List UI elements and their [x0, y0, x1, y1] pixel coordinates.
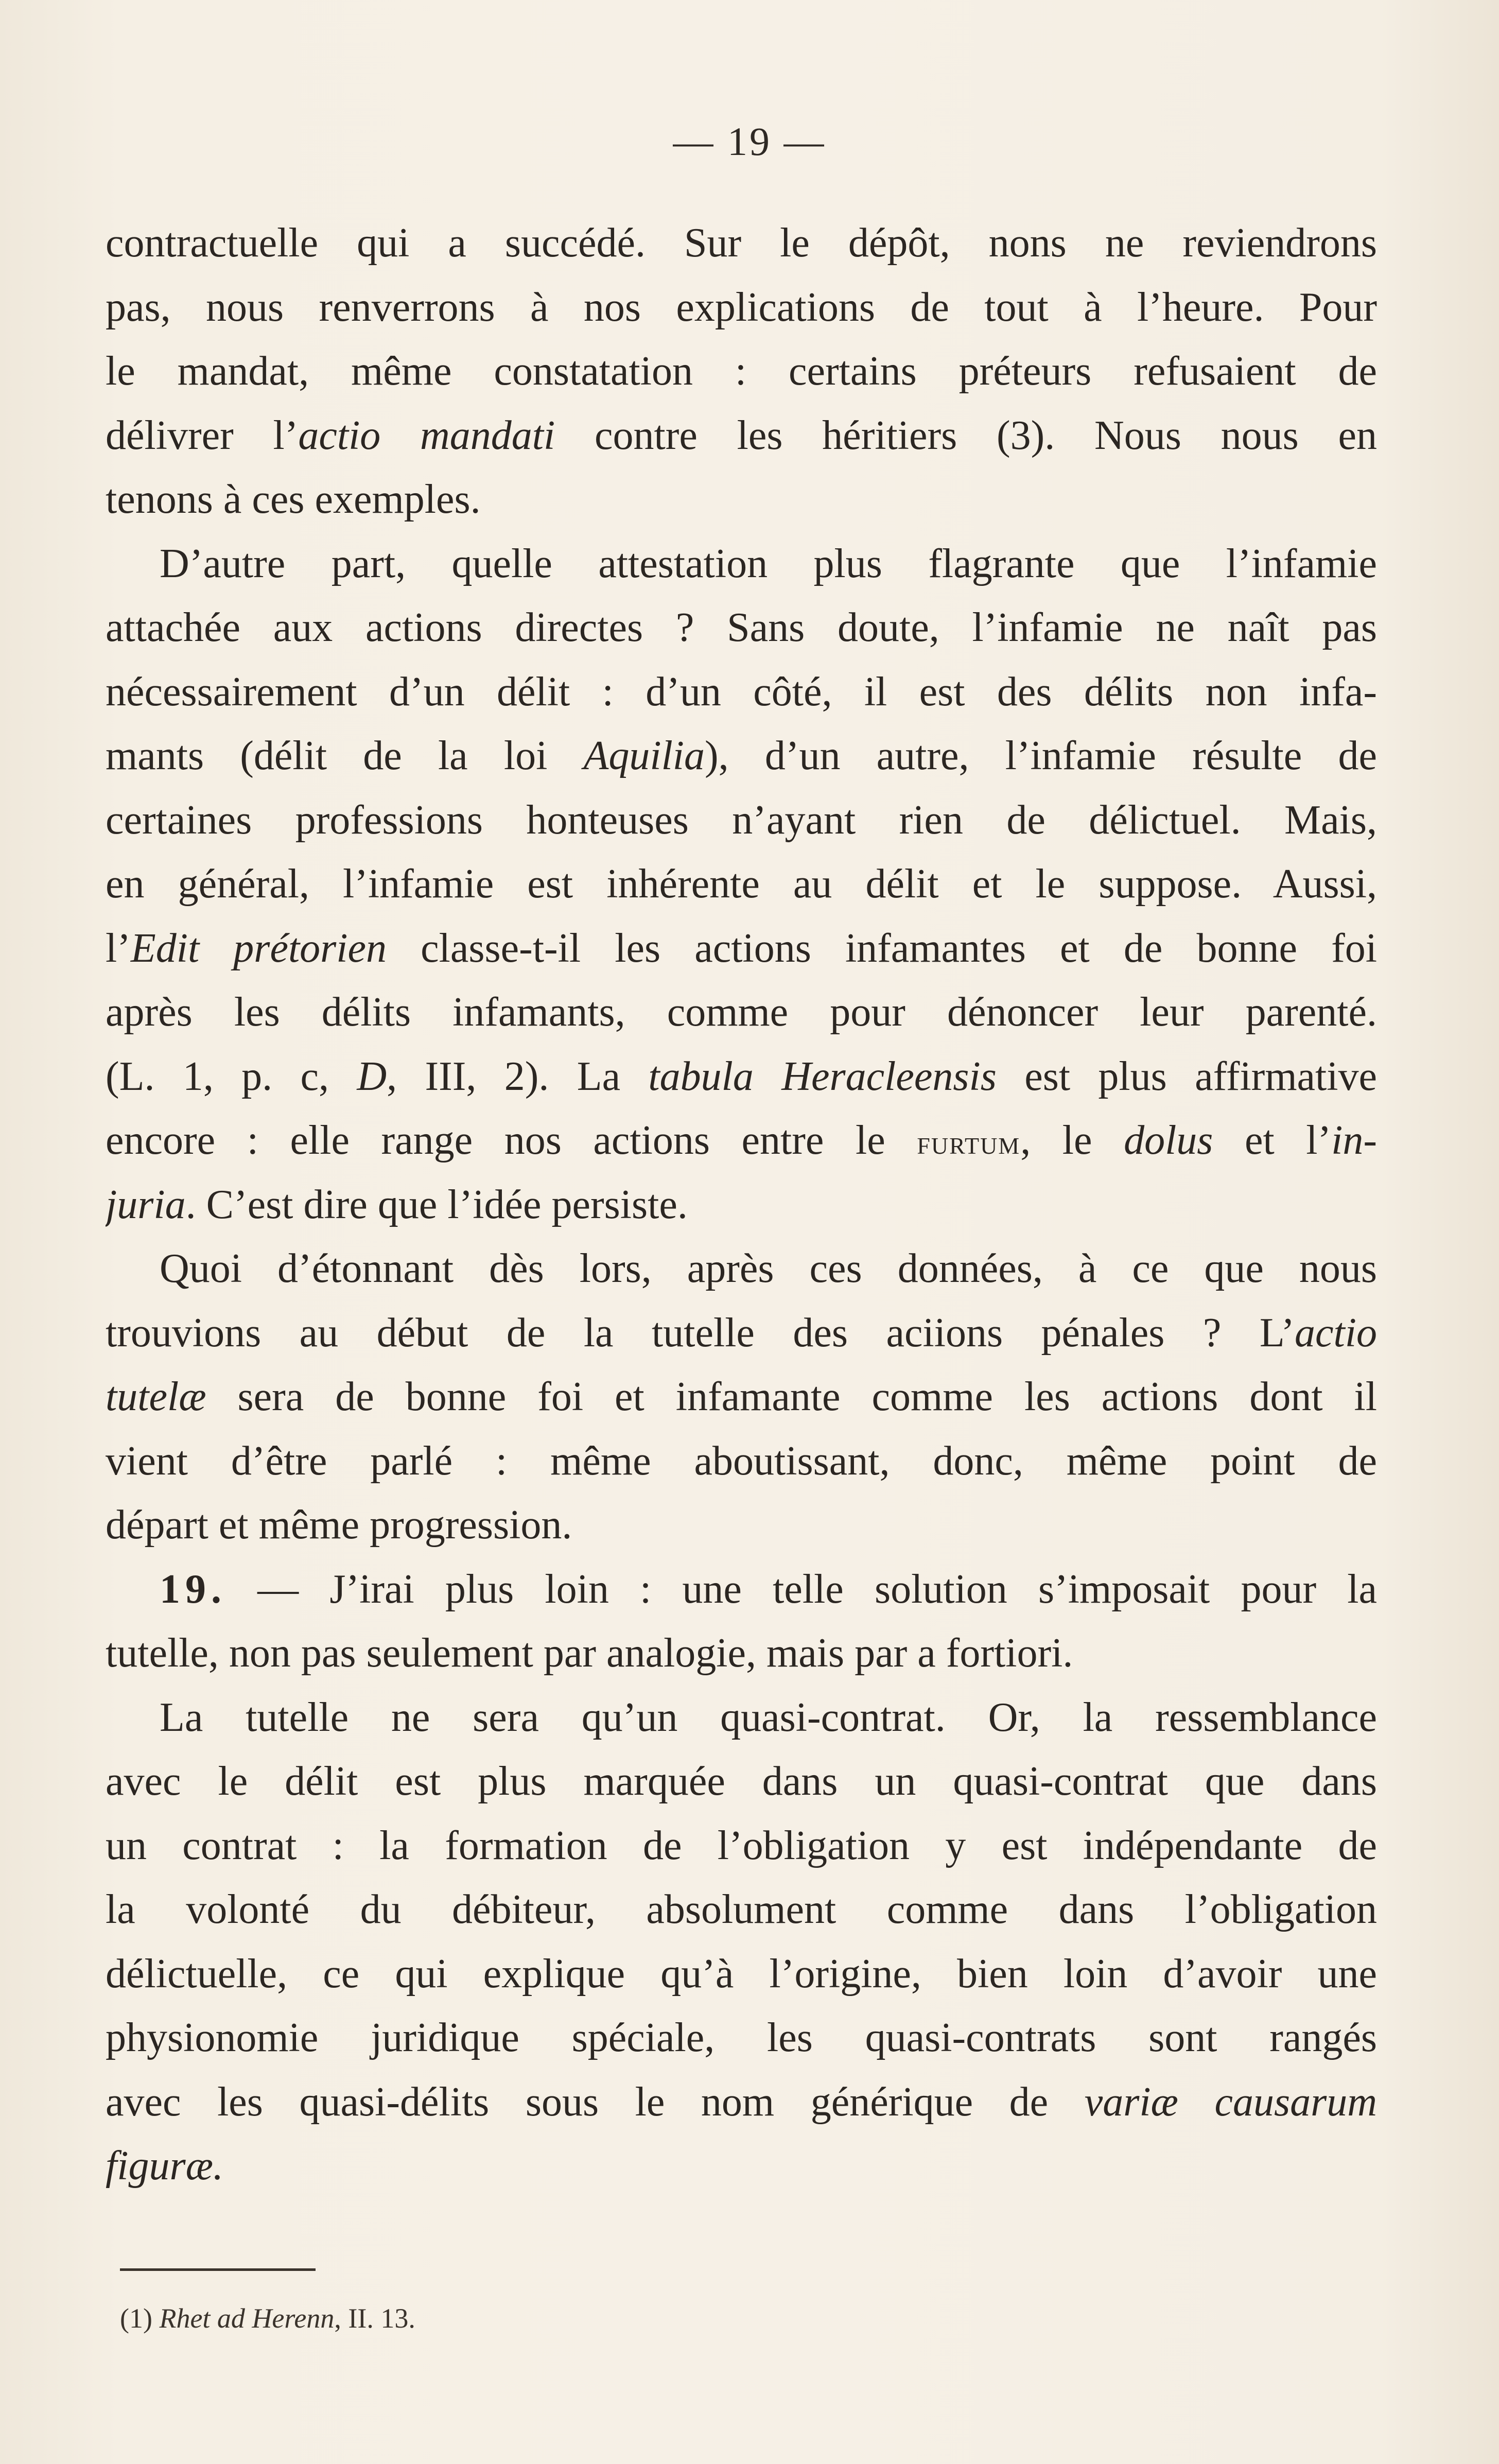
text-line: attachée aux actions directes ? Sans doute, l’infamie ne naît pas — [106, 605, 1377, 650]
latin-term: dolus — [1124, 1118, 1213, 1163]
text-run: ), d’un autre, l’infamie résulte de — [705, 733, 1377, 778]
footnote-divider — [120, 2268, 316, 2271]
latin-term: actio — [1295, 1310, 1377, 1356]
text-run: l’ — [106, 925, 131, 971]
latin-term: tabula Heracleensis — [648, 1053, 997, 1099]
text-line: avec le délit est plus marquée dans un quasi-contrat que dans — [106, 1759, 1377, 1804]
latin-term: tutelæ — [106, 1374, 206, 1419]
latin-term: Edit prétorien — [130, 925, 387, 971]
latin-term: variæ causarum — [1084, 2079, 1377, 2125]
text-line — [106, 1045, 1377, 1109]
text-line — [106, 916, 1377, 981]
text-line: tutelle, non pas seulement par analogie, mais par a fortiori. — [106, 1630, 1073, 1676]
text-line: physionomie juridique spéciale, les quasi-contrats sont rangés — [106, 2015, 1377, 2060]
latin-term: D — [357, 1053, 387, 1099]
text-run: encore : elle range nos actions entre le — [106, 1118, 917, 1163]
text-line: Quoi d’étonnant dès lors, après ces données, à ce que nous — [160, 1246, 1377, 1291]
text-line — [106, 1301, 1377, 1365]
text-run: . C’est dire que l’idée persiste. — [185, 1182, 688, 1227]
text-line — [106, 1365, 1377, 1429]
body-text — [106, 211, 1377, 2198]
footnote-marker: (1) — [120, 2303, 160, 2334]
footnote — [120, 2300, 415, 2336]
text-line — [106, 1557, 1377, 1622]
text-line: délictuelle, ce qui explique qu’à l’origine, bien loin d’avoir une — [106, 1951, 1377, 1997]
latin-term: furtum — [917, 1124, 1021, 1161]
text-line: départ et même progression. — [106, 1502, 572, 1548]
text-line: un contrat : la formation de l’obligation y est indépendante de — [106, 1823, 1377, 1868]
text-run: contre les héritiers (3). Nous nous en — [555, 412, 1377, 458]
text-run: trouvions au début de la tutelle des aciions pénales ? L’ — [106, 1310, 1295, 1356]
text-line: la volonté du débiteur, absolument comme dans l’obligation — [106, 1887, 1377, 1932]
text-run: mants (délit de la loi — [106, 733, 584, 778]
latin-term: juria — [106, 1182, 186, 1227]
latin-term: actio mandati — [298, 412, 555, 458]
text-run: — J’irai plus loin : une telle solution s’imposait pour la — [226, 1566, 1377, 1612]
text-line: contractuelle qui a succédé. Sur le dépôt, nons ne reviendrons — [106, 220, 1377, 266]
text-line: vient d’être parlé : même aboutissant, donc, même point de — [106, 1438, 1377, 1484]
text-run: classe-t-il les actions infamantes et de bonne foi — [387, 925, 1377, 971]
text-line — [106, 2070, 1377, 2135]
text-run: avec les quasi-délits sous le nom générique de — [106, 2079, 1085, 2125]
latin-term: in- — [1331, 1118, 1377, 1163]
text-run: sera de bonne foi et infamante comme les actions dont il — [206, 1374, 1377, 1419]
page-number: — 19 — — [673, 119, 826, 164]
latin-term: Aquilia — [583, 733, 705, 778]
text-line: nécessairement d’un délit : d’un côté, il est des délits non infa- — [106, 669, 1377, 715]
text-line — [106, 404, 1377, 468]
text-line — [106, 1108, 1377, 1173]
text-run: délivrer l’ — [106, 412, 299, 458]
text-run: (L. 1, p. c, — [106, 1053, 357, 1099]
footnote-citation: Rhet ad Herenn — [159, 2303, 335, 2334]
text-line: en général, l’infamie est inhérente au délit et le suppose. Aussi, — [106, 861, 1377, 907]
text-line: certaines professions honteuses n’ayant rien de délictuel. Mais, — [106, 797, 1377, 843]
text-line: le mandat, même constatation : certains préteurs refusaient de — [106, 349, 1377, 394]
text-line: figuræ. — [106, 2143, 223, 2189]
text-line — [106, 1173, 1377, 1237]
text-run: et l’ — [1213, 1118, 1332, 1163]
text-run: , III, 2). La — [387, 1053, 649, 1099]
text-line: La tutelle ne sera qu’un quasi-contrat. Or, la ressemblance — [160, 1694, 1377, 1740]
text-line: D’autre part, quelle attestation plus flagrante que l’infamie — [160, 541, 1377, 586]
text-line — [106, 724, 1377, 788]
text-run: est plus affirmative — [996, 1053, 1377, 1099]
text-line: après les délits infamants, comme pour dénoncer leur parenté. — [106, 990, 1377, 1035]
text-line: pas, nous renverrons à nos explications de tout à l’heure. Pour — [106, 284, 1377, 330]
text-run: , le — [1020, 1118, 1124, 1163]
footnote-reference: , II. 13. — [334, 2303, 415, 2334]
text-line: tenons à ces exemples. — [106, 477, 481, 522]
section-number: 19. — [160, 1566, 226, 1612]
